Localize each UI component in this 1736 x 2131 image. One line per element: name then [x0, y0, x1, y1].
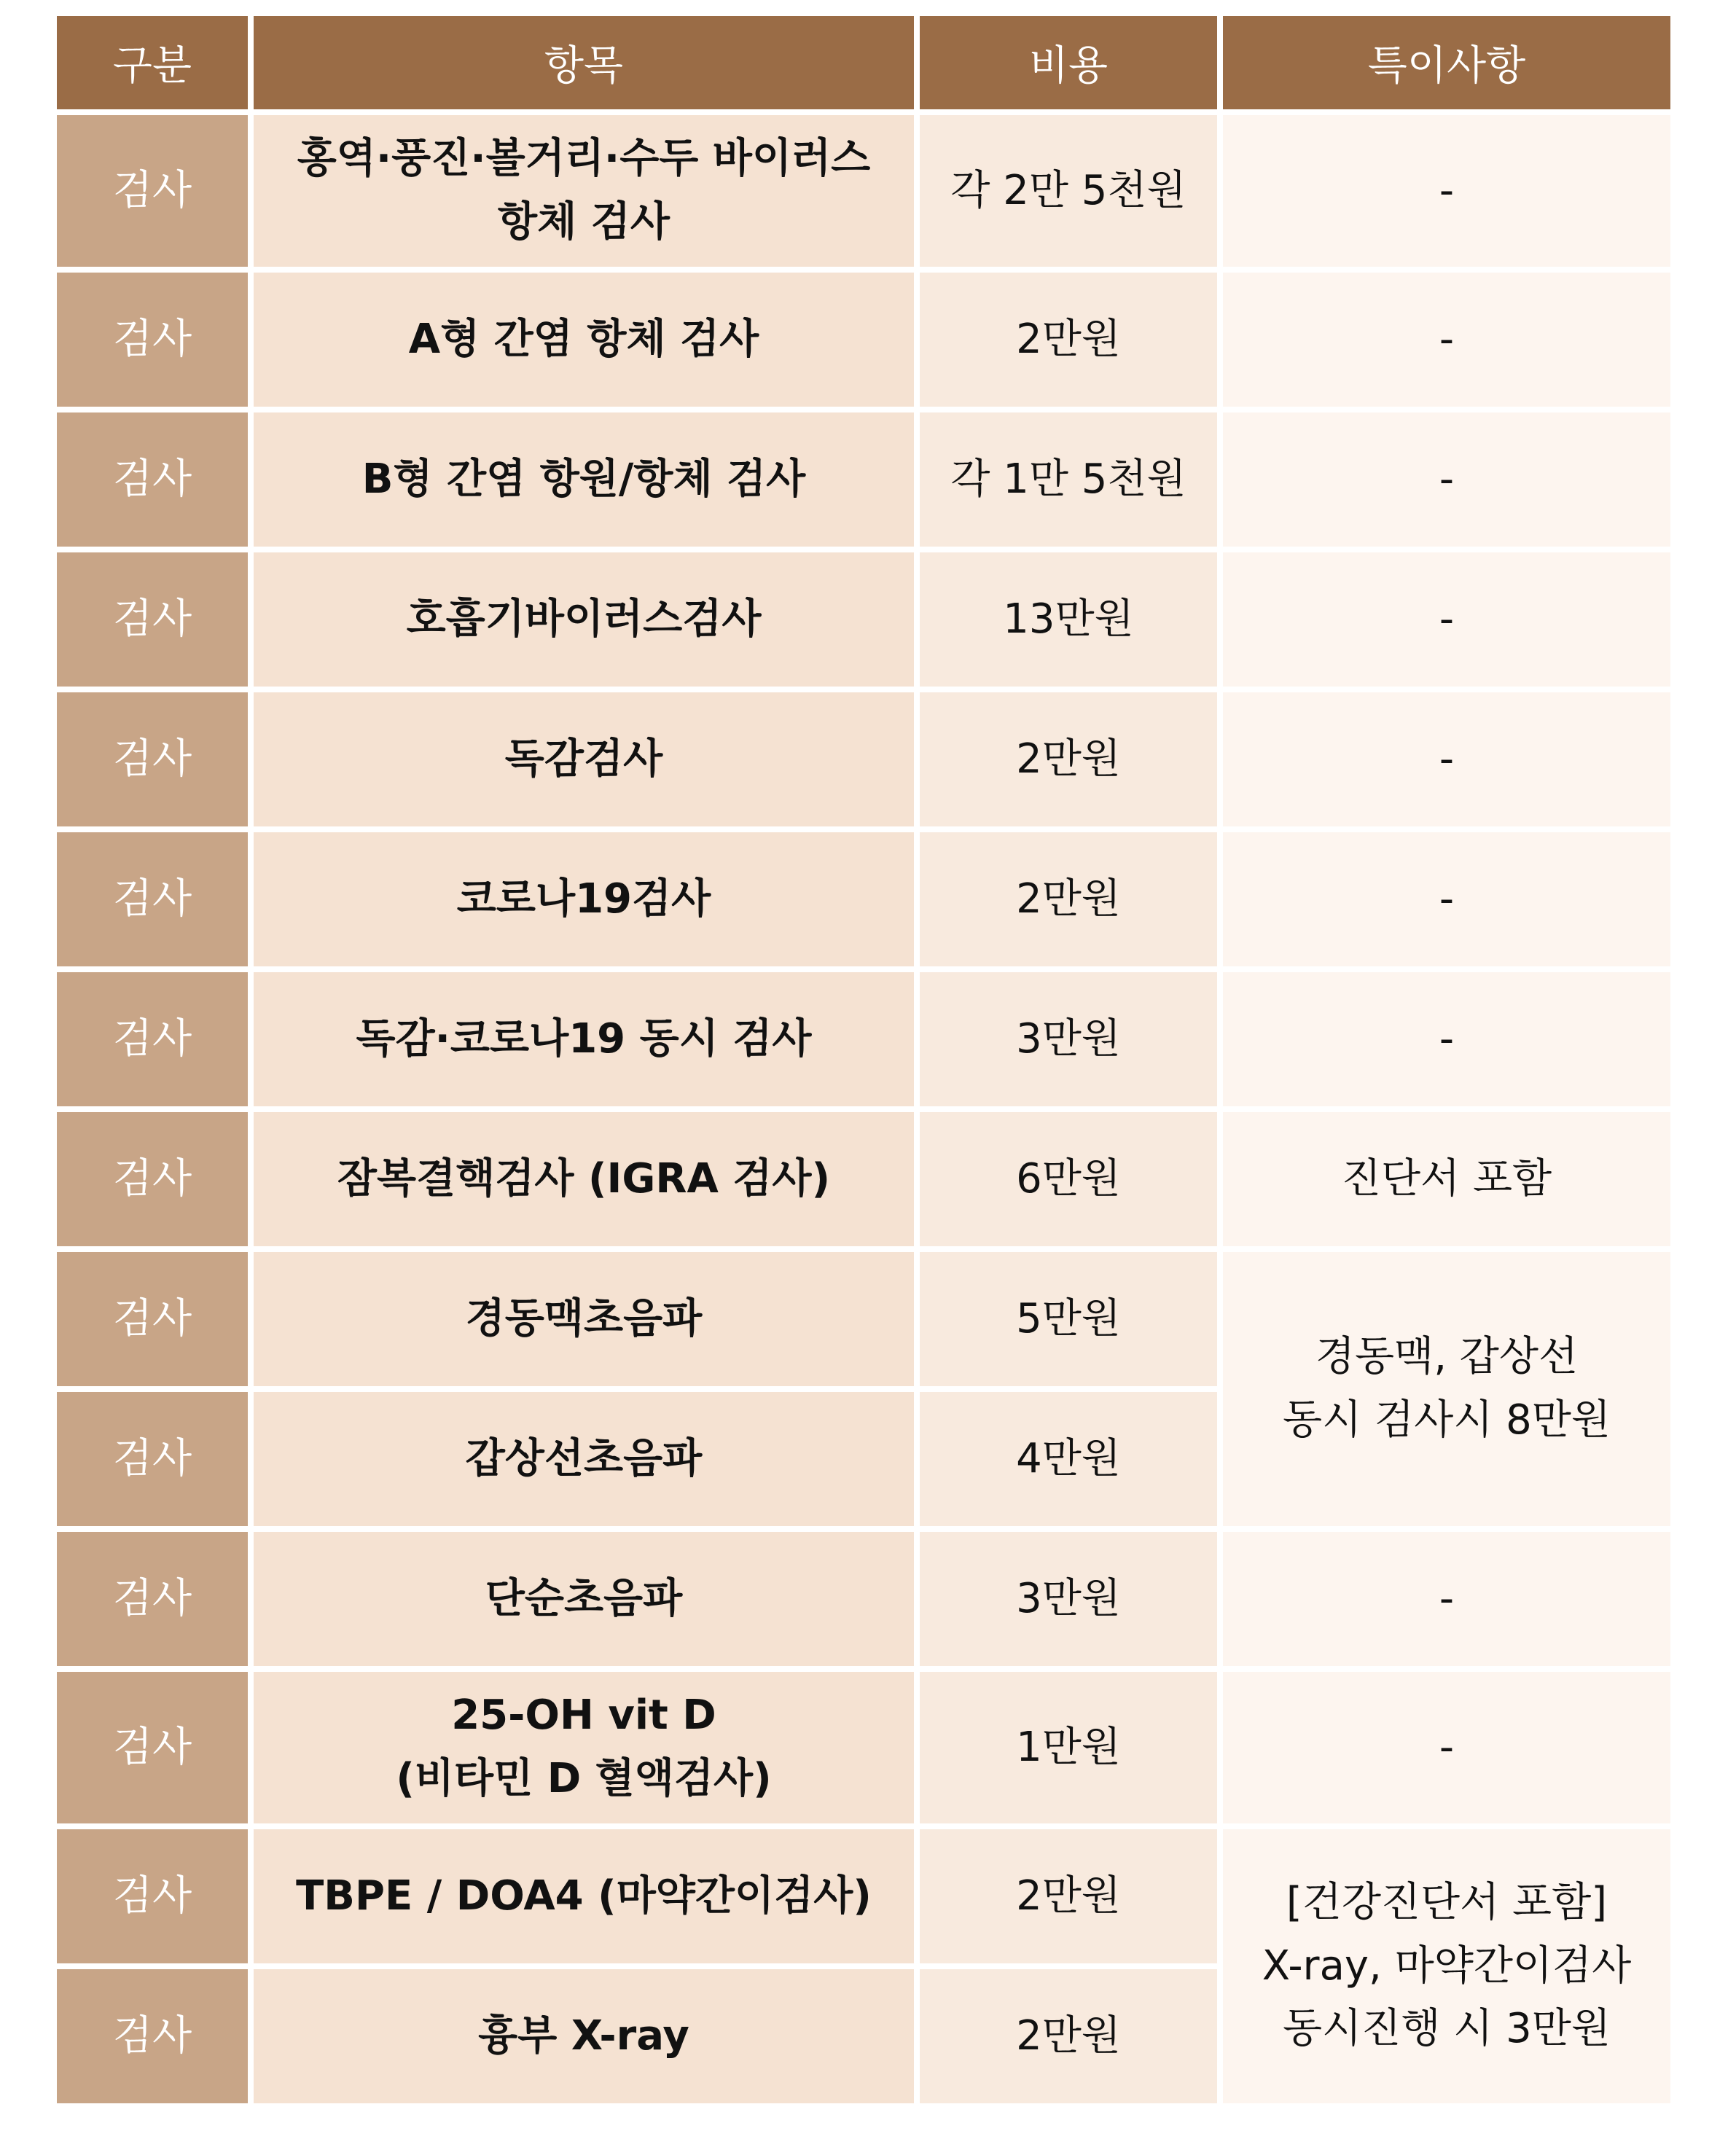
cost-cell: 2만원: [920, 1969, 1217, 2103]
table-row: [57, 1112, 1670, 1246]
category-cell: 검사: [57, 692, 248, 826]
category-cell: 검사: [57, 1112, 248, 1246]
note-cell: -: [1223, 552, 1670, 687]
item-cell: 경동맥초음파: [254, 1252, 914, 1386]
table-row: [57, 832, 1670, 966]
cost-cell: 각 1만 5천원: [920, 412, 1217, 547]
cost-cell: 2만원: [920, 692, 1217, 826]
note-cell: -: [1223, 692, 1670, 826]
table-header-row: [57, 16, 1670, 109]
table-row: [57, 692, 1670, 826]
table-row: [57, 972, 1670, 1106]
table-row: [57, 115, 1670, 267]
item-cell: 25-OH vit D (비타민 D 혈액검사): [254, 1672, 914, 1823]
table-row: [57, 1532, 1670, 1666]
category-cell: 검사: [57, 1252, 248, 1386]
category-cell: 검사: [57, 552, 248, 687]
note-cell: -: [1223, 1532, 1670, 1666]
cost-cell: 1만원: [920, 1672, 1217, 1823]
note-cell: -: [1223, 1672, 1670, 1823]
item-cell: 단순초음파: [254, 1532, 914, 1666]
table-row: [57, 412, 1670, 547]
item-cell: B형 간염 항원/항체 검사: [254, 412, 914, 547]
table-row: [57, 1252, 1670, 1386]
price-table: [51, 10, 1676, 2109]
cost-cell: 5만원: [920, 1252, 1217, 1386]
table-row: [57, 1829, 1670, 1963]
category-cell: 검사: [57, 832, 248, 966]
table-row: [57, 273, 1670, 407]
category-cell: 검사: [57, 412, 248, 547]
item-cell: 독감·코로나19 동시 검사: [254, 972, 914, 1106]
item-cell: 호흡기바이러스검사: [254, 552, 914, 687]
item-cell: 잠복결핵검사 (IGRA 검사): [254, 1112, 914, 1246]
category-cell: 검사: [57, 1392, 248, 1526]
table-row: [57, 552, 1670, 687]
cost-cell: 6만원: [920, 1112, 1217, 1246]
category-cell: 검사: [57, 1532, 248, 1666]
item-cell: 갑상선초음파: [254, 1392, 914, 1526]
note-cell: -: [1223, 832, 1670, 966]
header-item: 항목: [254, 16, 914, 109]
cost-cell: 2만원: [920, 1829, 1217, 1963]
header-category: 구분: [57, 16, 248, 109]
note-cell-merged: 경동맥, 갑상선 동시 검사시 8만원: [1223, 1252, 1670, 1526]
note-cell: 진단서 포함: [1223, 1112, 1670, 1246]
category-cell: 검사: [57, 1829, 248, 1963]
cost-cell: 3만원: [920, 972, 1217, 1106]
category-cell: 검사: [57, 972, 248, 1106]
item-cell: 흉부 X-ray: [254, 1969, 914, 2103]
item-cell: 독감검사: [254, 692, 914, 826]
cost-cell: 13만원: [920, 552, 1217, 687]
category-cell: 검사: [57, 1672, 248, 1823]
note-cell: -: [1223, 115, 1670, 267]
note-cell: -: [1223, 972, 1670, 1106]
note-cell: -: [1223, 412, 1670, 547]
category-cell: 검사: [57, 273, 248, 407]
item-cell: 코로나19검사: [254, 832, 914, 966]
header-note: 특이사항: [1223, 16, 1670, 109]
item-cell: 홍역·풍진·볼거리·수두 바이러스 항체 검사: [254, 115, 914, 267]
note-cell-merged: [건강진단서 포함] X-ray, 마약간이검사 동시진행 시 3만원: [1223, 1829, 1670, 2103]
item-cell: A형 간염 항체 검사: [254, 273, 914, 407]
cost-cell: 4만원: [920, 1392, 1217, 1526]
cost-cell: 2만원: [920, 832, 1217, 966]
note-cell: -: [1223, 273, 1670, 407]
item-cell: TBPE / DOA4 (마약간이검사): [254, 1829, 914, 1963]
header-cost: 비용: [920, 16, 1217, 109]
category-cell: 검사: [57, 115, 248, 267]
category-cell: 검사: [57, 1969, 248, 2103]
cost-cell: 각 2만 5천원: [920, 115, 1217, 267]
table-row: [57, 1672, 1670, 1823]
cost-cell: 2만원: [920, 273, 1217, 407]
cost-cell: 3만원: [920, 1532, 1217, 1666]
